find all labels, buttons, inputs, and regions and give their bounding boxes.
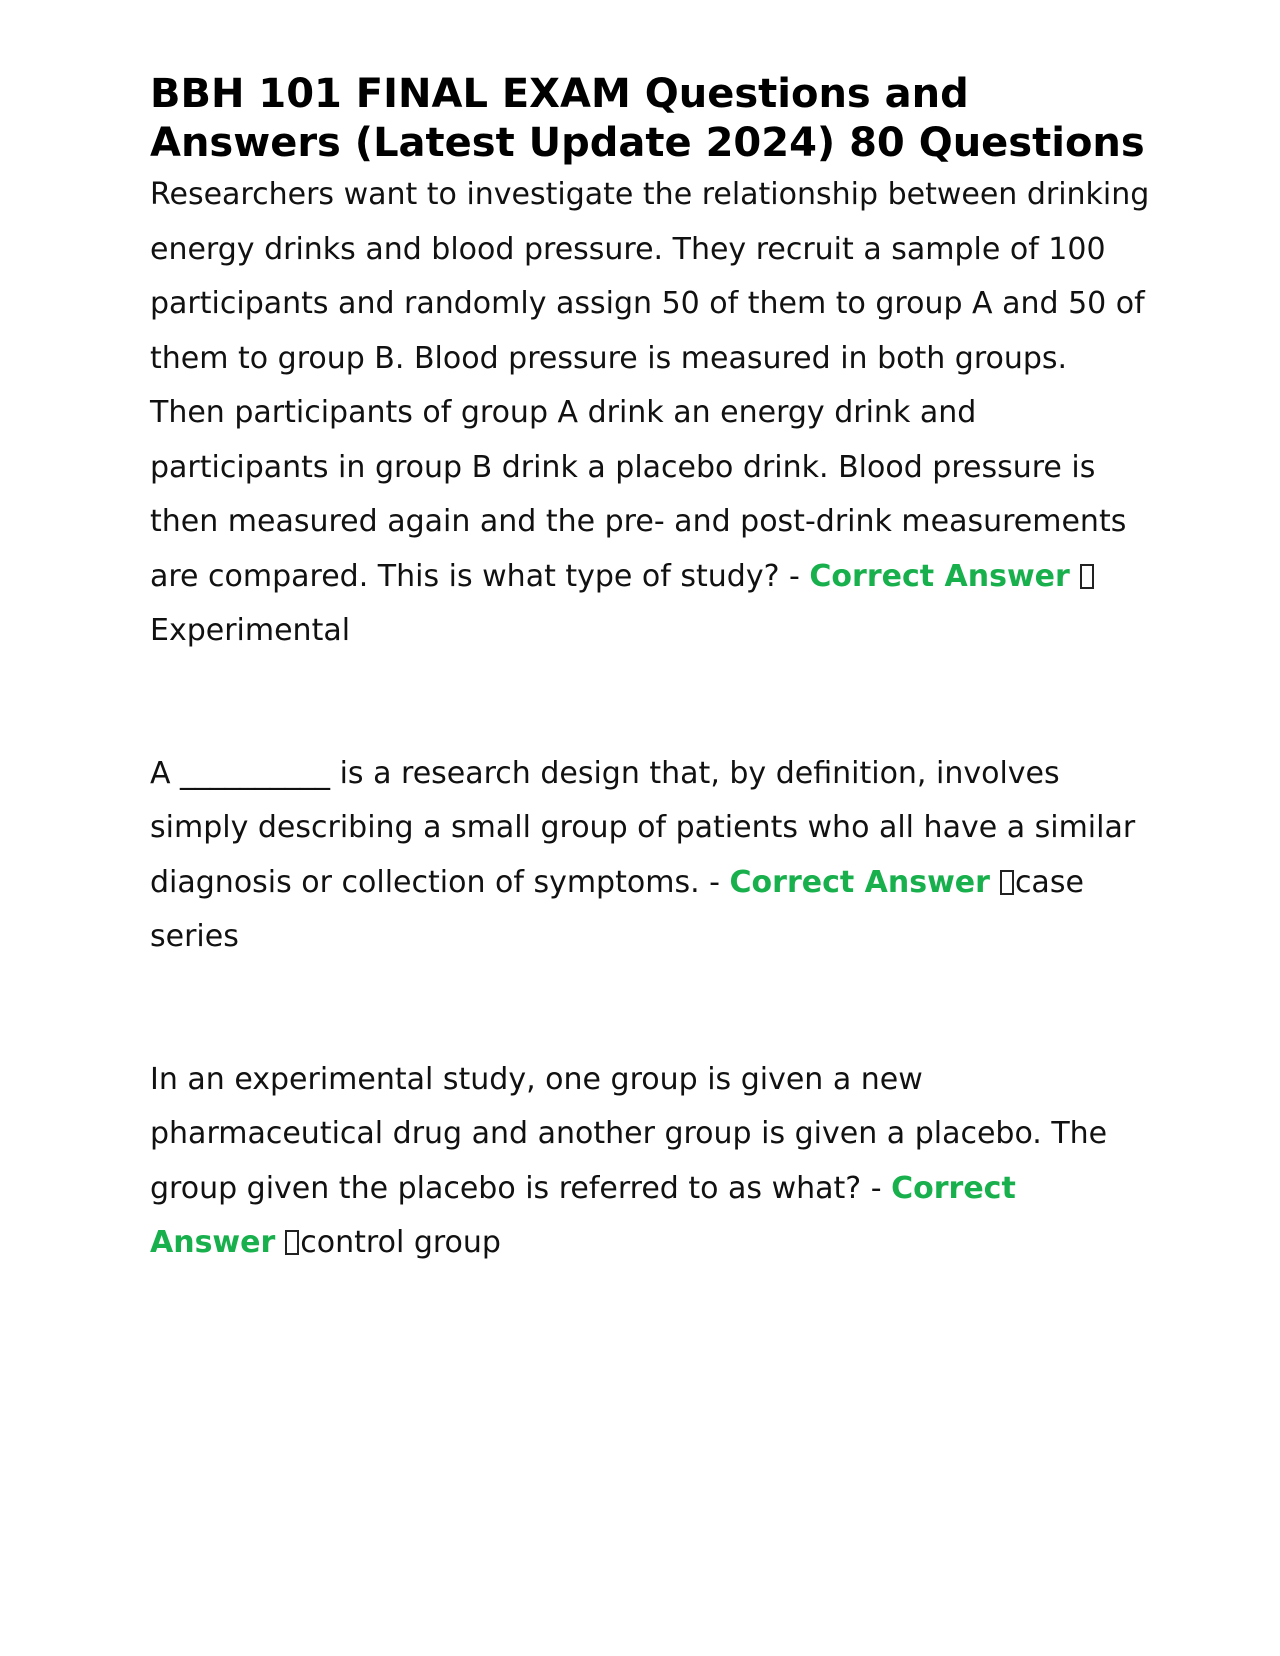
document-page: [150, 70, 1150, 1271]
document-title: BBH 101 FINAL EXAM Questions and Answers (Latest Update 2024) 80 Questions: [150, 71, 1145, 166]
checkbox-icon: [1080, 564, 1094, 589]
checkbox-icon: [1000, 870, 1014, 895]
correct-answer-label: Correct Answer: [729, 864, 990, 900]
answer-text: case series: [150, 864, 1084, 954]
correct-answer-label: Correct Answer: [809, 558, 1070, 594]
question-text: A __________ is a research design that, by definition, involves simply describing a small group of patients who all have a similar diagnosis or collection of symptoms. -: [150, 755, 1136, 900]
answer-text: control group: [300, 1225, 501, 1260]
qa-item-2: [150, 747, 1150, 965]
correct-answer-label: Correct Answer: [150, 1170, 1016, 1260]
qa-item-1: [150, 168, 1150, 659]
qa-item-3: [150, 1053, 1150, 1271]
question-text: Researchers want to investigate the relationship between drinking energy drinks and blood pressure. They recruit a sample of 100 participants and randomly assign 50 of them to group A and 50 of them to group B. Blood pressure is measured in both groups. Then participants of group A drink an energy drink and participants in group B drink a placebo drink. Blood pressure is then measured again and the pre- and post-drink measurements are compared. This is what type of study? -: [150, 177, 1150, 594]
answer-text: Experimental: [150, 613, 351, 648]
checkbox-icon: [285, 1230, 299, 1255]
question-text: In an experimental study, one group is given a new pharmaceutical drug and another group is given a placebo. The group given the placebo is referred to as what? -: [150, 1061, 1108, 1206]
